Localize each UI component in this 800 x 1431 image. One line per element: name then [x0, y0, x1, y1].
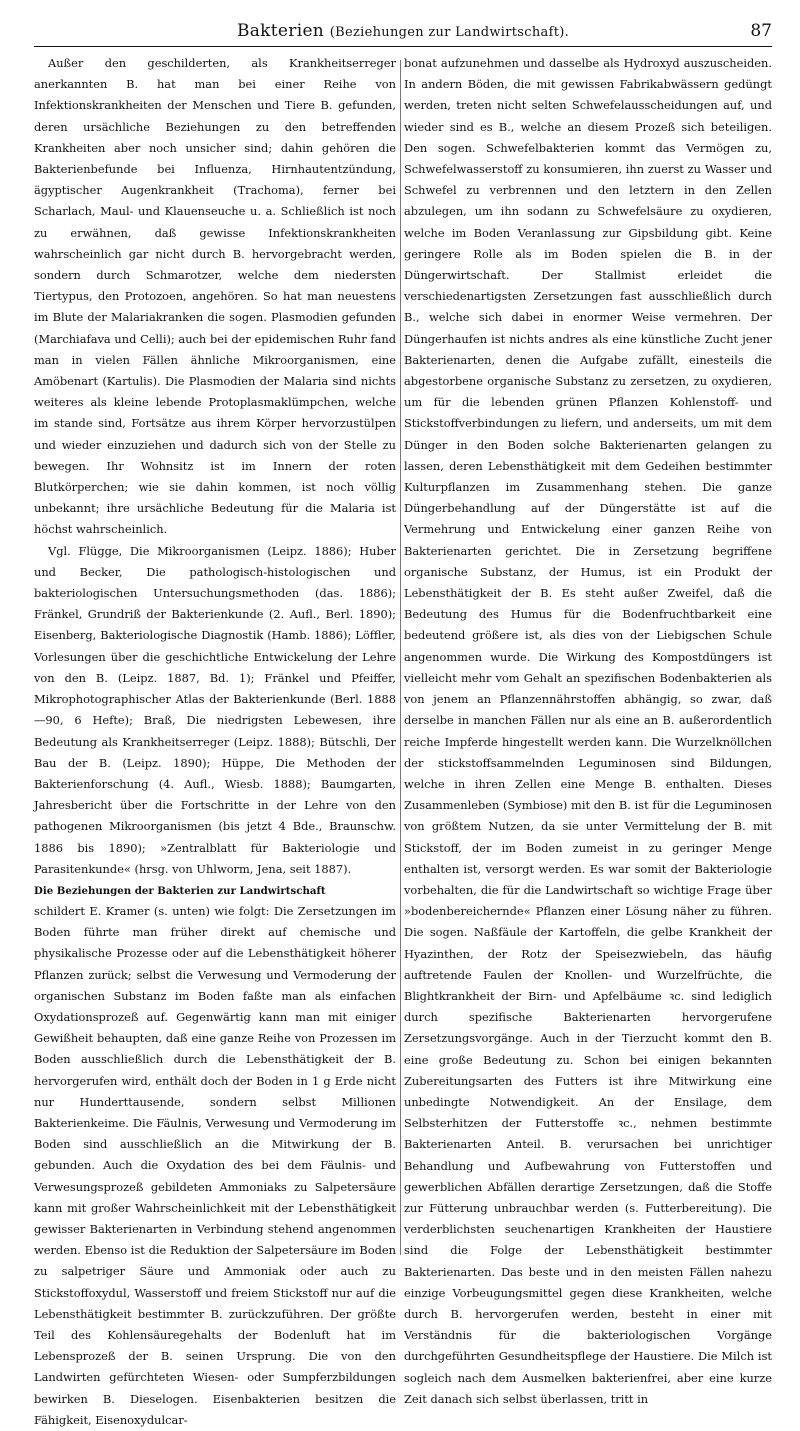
running-title-subtitle: (Beziehungen zur Landwirtschaft).: [329, 25, 570, 40]
paragraph-agriculture-continued: bonat aufzunehmen und dasselbe als Hydroxyd auszuscheiden. In andern Böden, die mit gewissen Fabrikabwässern gedüngt werden, treten nicht selten Schwefelausscheidungen auf, und wieder sind es B., welche an diesem Prozeß sich beteiligen. Den sogen. Schwefelbakterien kommt das Vermögen zu, Schwefelwasserstoff zu konsumieren, ihn zuerst zu Wasser und Schwefel zu verbrennen und den letztern in den Zellen abzulegen, um ihn sodann zu Schwefelsäure zu oxydieren, welche im Boden Veranlassung zur Gipsbildung gibt. Keine geringere Rolle als im Boden spielen die B. in der Düngerwirtschaft. Der Stallmist erleidet die verschiedenartigsten Zersetzungen fast ausschließlich durch B., welche sich dabei in enormer Weise vermehren. Der Düngerhaufen ist nichts andres als eine künstliche Zucht jener Bakterienarten, denen die Aufgabe zufällt, einesteils die abgestorbene organische Substanz zu zersetzen, zu oxydieren, um für die lebenden grünen Pflanzen Kohlenstoff- und Stickstoffverbindungen zu liefern, und anderseits, um mit dem Dünger in den Boden solche Bakterienarten gelangen zu lassen, deren Lebensthätigkeit mit dem Gedeihen bestimmter Kulturpflanzen im Zusammenhang stehen. Die ganze Düngerbehandlung auf der Düngerstätte ist auf die Vermehrung und Entwickelung einer ganzen Reihe von Bakterienarten gerichtet. Die in Zersetzung begriffene organische Substanz, der Humus, ist ein Produkt der Lebensthätigkeit der B. Es steht außer Zweifel, daß die Bedeutung des Humus für die Bodenfruchtbarkeit eine bedeutend größere ist, als dies von der Liebigschen Schule angenommen wurde. Die Wirkung des Kompostdüngers ist vielleicht mehr vom Gehalt an spezifischen Bodenbakterien als von jenem an Pflanzennährstoffen abhängig, so zwar, daß derselbe in manchen Fällen nur als eine an B. außerordentlich reiche Impferde hingestellt werden kann. Die Wurzelknöllchen der stickstoffsammelnden Leguminosen sind Bildungen, welche in ihren Zellen eine Menge B. enthalten. Dieses Zusammenleben (Symbiose) mit den B. ist für die Leguminosen von größtem Nutzen, da sie unter Vermittelung der B. mit Stickstoff, der im Boden zumeist in zu geringer Menge enthalten ist, versorgt werden. Es war somit der Bakteriologie vorbehalten, die für die Landwirtschaft so wichtige Frage über »bodenbereichernde« Pflanzen einer Lösung näher zu führen. Die sogen. Naßfäule der Kartoffeln, die gelbe Krankheit der Hyazinthen, der Rotz der Speisezwiebeln, das häufig auftretende Faulen der Knollen- und Wurzelfrüchte, die Blightkrankheit der Birn- und Apfelbäume ꝛc. sind lediglich durch spezifische Bakterienarten hervorgerufene Zersetzungsvorgänge. Auch in der Tierzucht kommt den B. eine große Bedeutung zu. Schon bei einigen bekannten Zubereitungsarten des Futters ist ihre Mitwirkung eine unbedingte Notwendigkeit. An der Ensilage, dem Selbsterhitzen der Futterstoffe ꝛc., nehmen bestimmte Bakterienarten Anteil. B. verursachen bei unrichtiger Behandlung und Aufbewahrung von Futterstoffen und gewerblichen Abfällen derartige Zersetzungen, daß die Stoffe zur Fütterung unbrauchbar werden (s. Futterbereitung). Die verderblichsten seuchenartigen Krankheiten der Haustiere sind die Folge der Lebensthätigkeit bestimmter Bakterienarten. Das beste und in den meisten Fällen nahezu einzige Vorbeugungsmittel gegen diese Krankheiten, welche durch B. hervorgerufen werden, besteht in einer mit Verständnis für die bakteriologischen Vorgänge durchgeführten Gesundheitspflege der Haustiere. Die Milch ist sogleich nach dem Ausmelken bakterienfrei, aber eine kurze Zeit danach sich selbst überlassen, tritt in: [404, 56, 772, 1406]
right-column: [404, 53, 772, 1406]
page-header: [34, 6, 772, 47]
page-number: 87: [750, 21, 772, 41]
paragraph-unclear-infections: Außer den geschilderten, als Krankheitserreger anerkannten B. hat man bei einer Reihe von Infektionskrankheiten der Menschen und Tiere B. gefunden, deren ursächliche Beziehungen zu den betreffenden Krankheiten aber noch unsicher sind; dahin gehören die Bakterienbefunde bei Influenza, Hirnhautentzündung, ägyptischer Augenkrankheit (Trachoma), ferner bei Scharlach, Maul- und Klauenseuche u. a. Schließlich ist noch zu erwähnen, daß gewisse Infektionskrankheiten wahrscheinlich gar nicht durch B. hervorgebracht werden, sondern durch Schmarotzer, welche dem niedersten Tiertypus, den Protozoen, angehören. So hat man neuestens im Blute der Malariakranken die sogen. Plasmodien gefunden (Marchiafava und Celli); auch bei der epidemischen Ruhr fand man in vielen Fällen ähnliche Mikroorganismen, eine Amöbenart (Kartulis). Die Plasmodien der Malaria sind nichts weiteres als kleine lebende Protoplasmaklümpchen, welche im stande sind, Fortsätze aus ihrem Körper hervorzustülpen und wieder einzuziehen und dadurch sich von der Stelle zu bewegen. Ihr Wohnsitz ist im Innern der roten Blutkörperchen; wie sie dahin kommen, ist noch völlig unbekannt; ihre ursächliche Bedeutung für die Malaria ist höchst wahrscheinlich.: [34, 56, 396, 537]
paragraph-bibliography: Vgl. Flügge, Die Mikroorganismen (Leipz. 1886); Huber und Becker, Die pathologisch-histologischen und bakteriologischen Untersuchungsmethoden (das. 1886); Fränkel, Grundriß der Bakterienkunde (2. Aufl., Berl. 1890); Eisenberg, Bakteriologische Diagnostik (Hamb. 1886); Löffler, Vorlesungen über die geschichtliche Entwickelung der Lehre von den B. (Leipz. 1887, Bd. 1); Fränkel und Pfeiffer, Mikrophotographischer Atlas der Bakterienkunde (Berl. 1888—90, 6 Hefte); Braß, Die niedrigsten Lebewesen, ihre Bedeutung als Krankheitserreger (Leipz. 1888); Bütschli, Der Bau der B. (Leipz. 1890); Hüppe, Die Methoden der Bakterienforschung (4. Aufl., Wiesb. 1888); Baumgarten, Jahresbericht über die Fortschritte in der Lehre von den pathogenen Mikroorganismen (bis jetzt 4 Bde., Braunschw. 1886 bis 1890); »Zentralblatt für Bakteriologie und Parasitenkunde« (hrsg. von Uhlworm, Jena, seit 1887).: [34, 543, 396, 876]
column-divider: [400, 60, 401, 1255]
paragraph-soil-bacteria: schildert E. Kramer (s. unten) wie folgt: Die Zersetzungen im Boden führte man früher direkt auf chemische und physikalische Prozesse oder auf die Lebensthätigkeit höherer Pflanzen zurück; selbst die Verwesung und Vermoderung der organischen Substanz im Boden faßte man als einfachen Oxydationsprozeß auf. Gegenwärtig kann man mit einiger Gewißheit behaupten, daß eine ganze Reihe von Prozessen im Boden ausschließlich durch die Lebensthätigkeit der B. hervorgerufen wird, enthält doch der Boden in 1 g Erde nicht nur Hunderttausende, sondern selbst Millionen Bakterienkeime. Die Fäulnis, Verwesung und Vermoderung im Boden sind ausschließlich an die Mitwirkung der B. gebunden. Auch die Oxydation des bei dem Fäulnis- und Verwesungsprozeß gebildeten Ammoniaks zu Salpetersäure kann mit großer Wahrscheinlichkeit mit der Lebensthätigkeit gewisser Bakterienarten in Verbindung stehend angenommen werden. Ebenso ist die Reduktion der Salpetersäure im Boden zu salpetriger Säure und Ammoniak oder auch zu Stickstoffoxydul, Wasserstoff und freiem Stickstoff nur auf die Lebensthätigkeit bestimmter B. zurückzuführen. Der größte Teil des Kohlensäuregehalts der Bodenluft hat im Lebensprozeß der B. seinen Ursprung. Die von den Landwirten gefürchteten Wiesen- oder Sumpferzbildungen bewirken B. Dieselogen. Eisenbakterien besitzen die Fähigkeit, Eisenoxydulcar-: [34, 903, 396, 1427]
section-heading: Die Beziehungen der Bakterien zur Landwirtschaft: [34, 884, 326, 897]
left-column: [34, 53, 396, 1427]
running-title-main: Bakterien: [236, 21, 325, 41]
running-title: [237, 21, 569, 46]
